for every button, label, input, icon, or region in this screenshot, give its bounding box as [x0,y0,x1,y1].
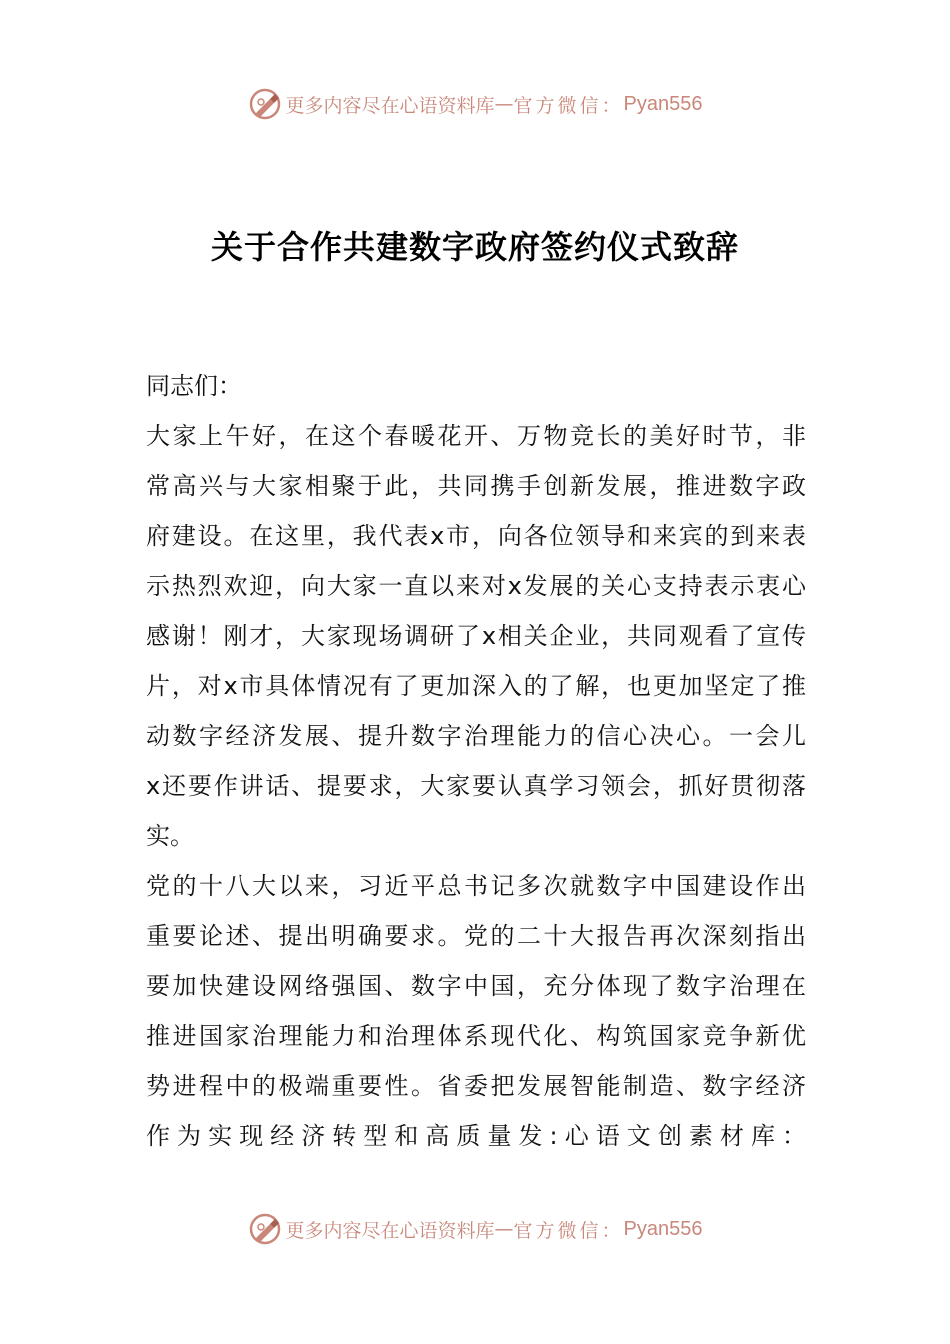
watermark-dash: — [494,93,514,115]
text-line: x还要作讲话、提要求，大家要认真学习领会，抓好贯彻落 [146,772,806,800]
salutation-line: 同志们： [146,372,242,400]
text-line: 势进程中的极端重要性。省委把发展智能制造、数字经济 [146,1072,806,1100]
text-line: 党的十八大以来，习近平总书记多次就数字中国建设作出 [146,872,806,900]
document-body [146,361,806,1161]
text-line: 常高兴与大家相聚于此，共同携手创新发展，推进数字政 [146,472,806,500]
text-line: 实。 [146,822,194,850]
text-line: 示热烈欢迎，向大家一直以来对x发展的关心支持表示衷心 [146,572,806,600]
watermark-account: Pyan556 [623,1217,703,1240]
text-line: 片，对x市具体情况有了更加深入的了解，也更加坚定了推 [146,672,806,700]
footer-watermark [0,1209,950,1249]
watermark-brand: 更多内容尽在心语资料库 [285,1219,495,1242]
watermark-wechat-label: 官方微信： [513,1219,624,1242]
watermark-account: Pyan556 [623,92,703,115]
text-line: 重要论述、提出明确要求。党的二十大报告再次深刻指出 [146,922,806,950]
watermark-brand: 更多内容尽在心语资料库 [285,94,495,117]
text-line: 府建设。在这里，我代表x市，向各位领导和来宾的到来表 [146,522,806,550]
pen-logo-icon [248,1212,282,1246]
watermark-wechat-label: 官方微信： [513,94,624,117]
header-watermark [0,84,950,124]
text-line: 推进国家治理能力和治理体系现代化、构筑国家竞争新优 [146,1022,806,1050]
document-title: 关于合作共建数字政府签约仪式致辞 [210,228,739,266]
text-line: 要加快建设网络强国、数字中国，充分体现了数字治理在 [146,972,806,1000]
text-line: 感谢！刚才，大家现场调研了x相关企业，共同观看了宣传 [146,622,806,650]
text-line: 动数字经济发展、提升数字治理能力的信心决心。一会儿 [146,722,806,750]
text-line: 作为实现经济转型和高质量发:心语文创素材库： [146,1122,806,1150]
text-line: 大家上午好，在这个春暖花开、万物竞长的美好时节，非 [146,422,806,450]
watermark-dash: — [494,1218,514,1240]
pen-logo-icon [248,87,282,121]
